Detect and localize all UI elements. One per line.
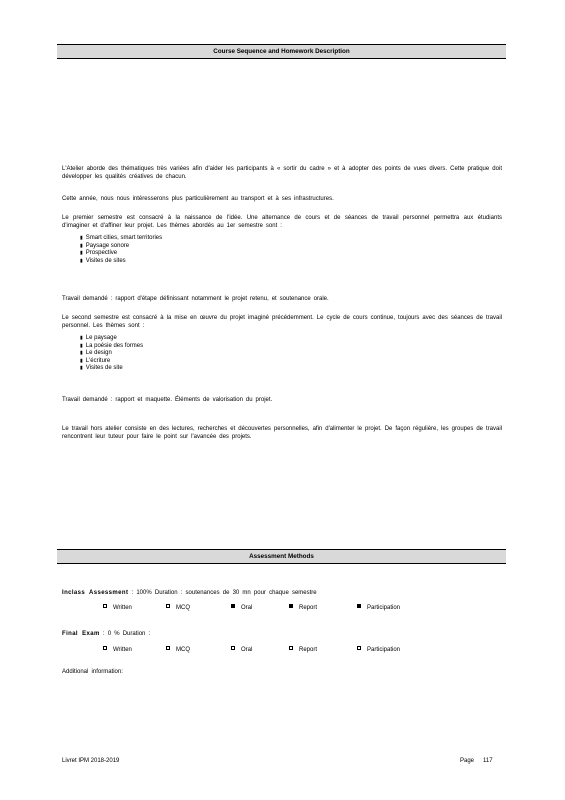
list-item: ▮ Prospective [80, 250, 162, 258]
final-oral-checkbox[interactable]: Oral [231, 647, 252, 655]
final-report-checkbox[interactable]: Report [289, 647, 317, 655]
list-item: ▮ Paysage sonore [80, 243, 162, 251]
focus-paragraph: Cette année, nous nous intéresserons plus particulièrement au transport et à ses infrastructures. [62, 196, 334, 202]
additional-information-label: Additional information: [62, 669, 123, 675]
checked-checkbox-icon [357, 604, 361, 608]
list-item: ▮ L'écriture [80, 358, 143, 366]
checkbox-icon [103, 646, 107, 650]
semester1-work: Travail demandé : rapport d'étape définissant notamment le projet retenu, et soutenance orale. [62, 296, 329, 302]
footer-page-number: 117 [483, 758, 493, 764]
list-item: ▮ Le design [80, 350, 143, 358]
inclass-participation-checkbox[interactable]: Participation [357, 605, 400, 613]
inclass-mcq-checkbox[interactable]: MCQ [166, 605, 190, 613]
list-item: ▮ Le paysage [80, 335, 143, 343]
list-item: ▮ Visites de sites [80, 258, 162, 266]
inclass-detail: : 100% Duration : soutenances de 30 mn pour chaque semestre [131, 590, 317, 596]
checkbox-icon [231, 646, 235, 650]
inclass-written-checkbox[interactable]: Written [103, 605, 132, 613]
footer-page-label: Page [460, 758, 475, 764]
inclass-assessment-row [62, 590, 317, 598]
list-item: ▮ Smart cities, smart territories [80, 235, 162, 243]
final-exam-label: Final Exam [62, 631, 100, 637]
checked-checkbox-icon [231, 604, 235, 608]
checkbox-icon [103, 604, 107, 608]
course-section-header: Course Sequence and Homework Description [57, 44, 506, 59]
final-written-checkbox[interactable]: Written [103, 647, 132, 655]
semester2-work: Travail demandé : rapport et maquette. Éléments de valorisation du projet. [62, 397, 273, 403]
semester1-topic-list [80, 235, 162, 265]
checked-checkbox-icon [289, 604, 293, 608]
list-item: ▮ La poésie des formes [80, 343, 143, 351]
semester1-paragraph: Le premier semestre est consacré à la naissance de l'idée. Une alternance de cours et de séances de travail personnel permettra aux étudiants d'imaginer et d'affiner leur projet. Les thèmes abordés au 1er semestre sont : [62, 215, 502, 229]
intro-paragraph: L'Atelier aborde des thématiques très variées afin d'aider les participants à « sortir du cadre » et à adopter des points de vues divers. Cette pratique doit développer les qualités créatives de chacun. [62, 166, 502, 180]
final-exam-detail: : 0 % Duration : [102, 631, 151, 637]
final-exam-row [62, 631, 150, 639]
final-participation-checkbox[interactable]: Participation [357, 647, 400, 655]
inclass-oral-checkbox[interactable]: Oral [231, 605, 252, 613]
list-item: ▮ Visites de site [80, 365, 143, 373]
checkbox-icon [166, 646, 170, 650]
inclass-label: Inclass Assessment [62, 590, 129, 596]
final-mcq-checkbox[interactable]: MCQ [166, 647, 190, 655]
inclass-report-checkbox[interactable]: Report [289, 605, 317, 613]
checkbox-icon [357, 646, 361, 650]
checkbox-icon [166, 604, 170, 608]
semester2-topic-list [80, 335, 143, 373]
outside-work-paragraph: Le travail hors atelier consiste en des lectures, recherches et découvertes personnelles, afin d'alimenter le projet. De façon régulière, les groupes de travail rencontrent leur tuteur pour faire le point sur l'avancée des projets. [62, 426, 502, 440]
checkbox-icon [289, 646, 293, 650]
assessment-section-header: Assessment Methods [57, 549, 506, 564]
footer-booklet-label: Livret IPM 2018-2019 [62, 758, 120, 764]
semester2-paragraph: Le second semestre est consacré à la mise en œuvre du projet imaginé précédemment. Le cycle de cours continue, toujours avec des séances de travail personnel. Les thèmes sont : [62, 315, 502, 329]
